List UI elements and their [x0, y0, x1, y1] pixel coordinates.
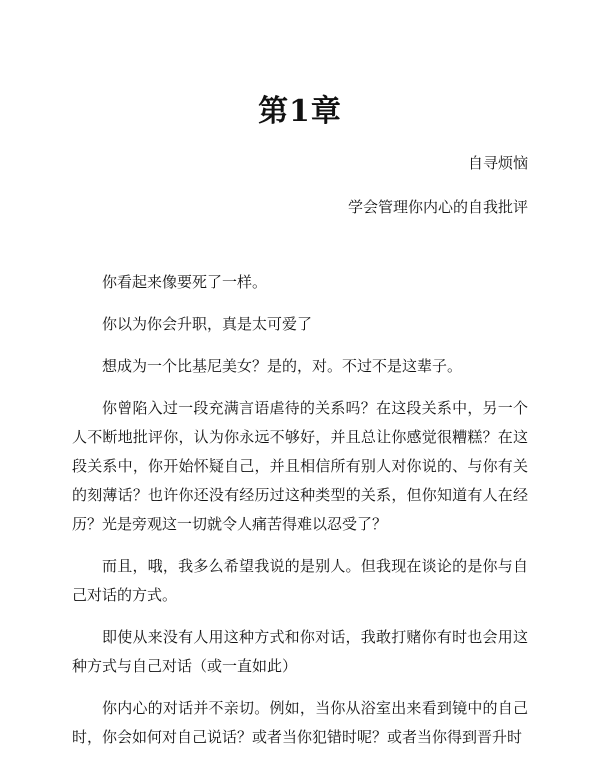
- paragraph: 你曾陷入过一段充满言语虐待的关系吗？在这段关系中，另一个人不断地批评你，认为你永远不够好，并且总让你感觉很糟糕？在这段关系中，你开始怀疑自己，并且相信所有别人对你说的、与你有关的刻薄话？也许你还没有经历过这种类型的关系，但你知道有人在经历？光是旁观这一切就令人痛苦得难以忍受了？: [72, 399, 528, 533]
- paragraph: 而且，哦，我多么希望我说的是别人。但我现在谈论的是你与自己对话的方式。: [72, 557, 528, 604]
- paragraph: 你看起来像要死了一样。: [102, 273, 268, 291]
- chapter-body: [72, 268, 528, 765]
- paragraph: 想成为一个比基尼美女？是的，对。不过不是这辈子。: [102, 357, 463, 375]
- chapter-tagline: 学会管理你内心的自我批评: [347, 198, 528, 216]
- chapter-title: 第1章: [258, 94, 342, 129]
- paragraph: 你以为你会升职，真是太可爱了: [102, 315, 313, 333]
- chapter-subtitle: 自寻烦恼: [467, 154, 528, 172]
- paragraph: 即使从来没有人用这种方式和你对话，我敢打赌你有时也会用这种方式与自己对话（或一直如此）: [72, 628, 528, 675]
- paragraph: 你内心的对话并不亲切。例如，当你从浴室出来看到镜中的自己时，你会如何对自己说话？或者当你犯错时呢？或者当你得到晋升时: [72, 699, 528, 746]
